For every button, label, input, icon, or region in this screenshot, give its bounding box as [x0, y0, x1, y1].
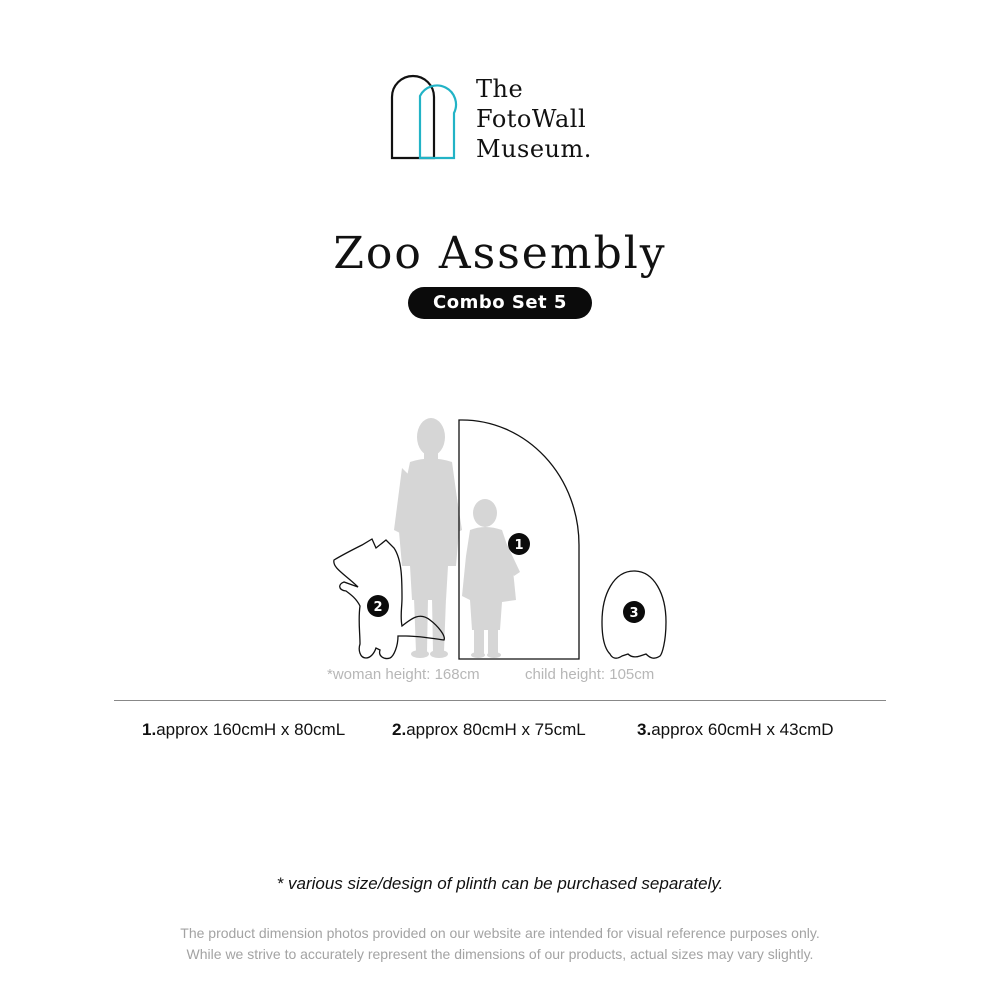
disclaimer [0, 923, 1000, 965]
dimension-item-2 [392, 720, 586, 740]
dimension-text: approx 160cmH x 80cmL [156, 720, 346, 739]
combo-set-badge: Combo Set 5 [408, 287, 592, 319]
woman-height-note: *woman height: 168cm [327, 666, 480, 683]
child-height-note: child height: 105cm [525, 666, 655, 683]
divider [114, 700, 886, 701]
dimension-item-1 [142, 720, 345, 740]
dimension-number: 1. [142, 720, 157, 739]
dimension-number: 2. [392, 720, 407, 739]
plinth-note: * various size/design of plinth can be purchased separately. [276, 874, 724, 893]
page-title: Zoo Assembly [333, 228, 667, 279]
dimension-item-3 [637, 720, 834, 740]
woman-silhouette [394, 418, 462, 658]
dimension-text: approx 80cmH x 75cmL [406, 720, 586, 739]
brand-line-1: The [476, 75, 524, 103]
brand-line-3: Museum. [476, 135, 592, 163]
brand-line-2: FotoWall [476, 105, 587, 133]
marker-1-label: 1 [514, 538, 524, 553]
marker-3 [623, 601, 645, 623]
marker-2-label: 2 [373, 600, 383, 615]
disclaimer-line-1: The product dimension photos provided on our website are intended for visual reference purposes only. [180, 925, 820, 941]
dimension-number: 3. [637, 720, 652, 739]
marker-1 [508, 533, 530, 555]
disclaimer-line-2: While we strive to accurately represent the dimensions of our products, actual sizes may vary slightly. [186, 946, 814, 962]
dimension-text: approx 60cmH x 43cmD [651, 720, 834, 739]
marker-2 [367, 595, 389, 617]
marker-3-label: 3 [629, 606, 639, 621]
